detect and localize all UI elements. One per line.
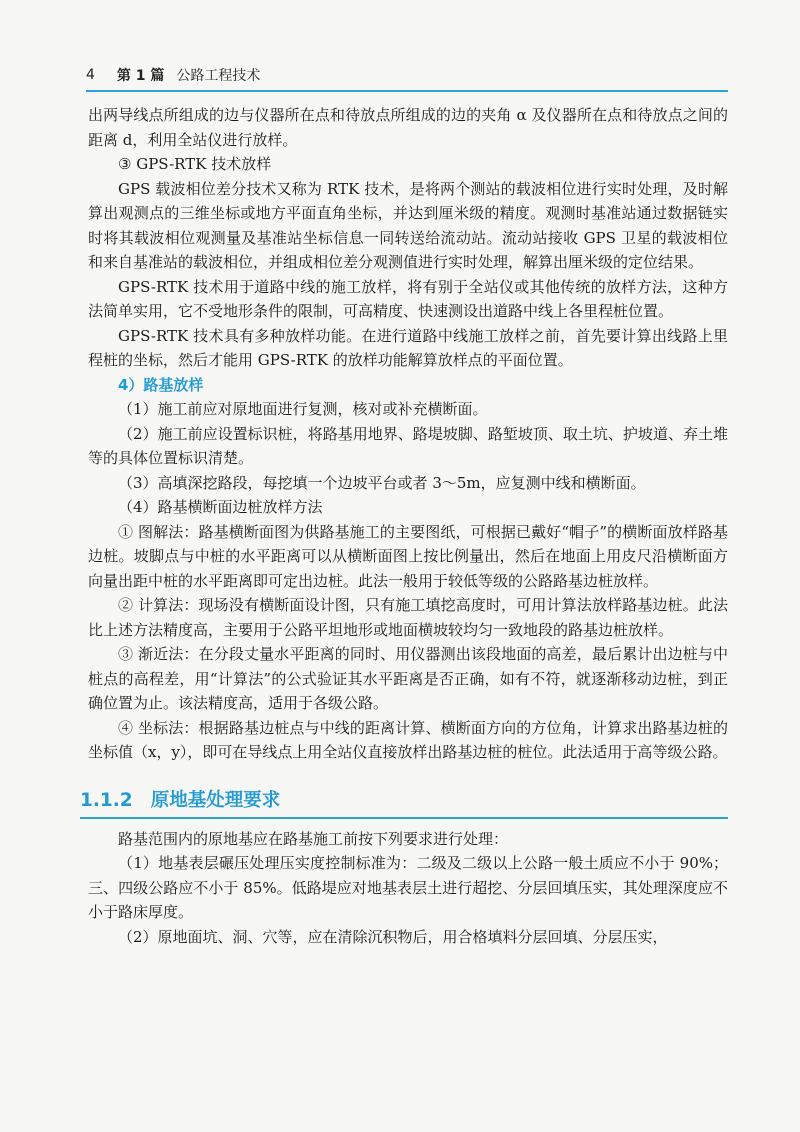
list-item: （1）施工前应对原地面进行复测，核对或补充横断面。 [118,400,488,418]
subheading-roadbed-setout: 4）路基放样 [118,375,204,394]
method-approximation: ③ 渐近法：在分段丈量水平距离的同时、用仪器测出该段地面的高差，最后累计出边桩与中桩点的高程差，用“计算法”的公式验证其水平距离是否正确，如有不符，就逐渐移动边桩，到正确位置为止。该法精度高，适用于各级公路。 [88,645,728,712]
page-number: 4 [86,67,95,83]
list-item: （3）高填深挖路段，每挖填一个边坡平台或者 3～5m，应复测中线和横断面。 [118,473,646,492]
paragraph: 路基范围内的原地基应在路基施工前按下列要求进行处理： [118,829,509,848]
method-coordinate: ④ 坐标法：根据路基边桩点与中线的距离计算、横断面方向的方位角，计算求出路基边桩的坐标值（x，y），即可在导线点上用全站仪直接放样出路基边桩的桩位。此法适用于高等级公路。 [88,718,728,761]
method-calculation: ② 计算法：现场没有横断面设计图，只有施工填挖高度时，可用计算法放样路基边桩。此法比上述方法精度高，主要用于公路平坦地形或地面横坡较均匀一致地段的路基边桩放样。 [88,596,728,639]
section-heading [80,787,728,815]
page-content [80,103,728,949]
running-title: 公路工程技术 [176,68,261,84]
section-rule [80,817,728,819]
subsection-title: ③ GPS-RTK 技术放样 [118,155,272,173]
list-item: （4）路基横断面边桩放样方法 [118,498,323,516]
list-item: （2）原地面坑、洞、穴等，应在清除沉积物后，用合格填料分层回填、分层压实， [118,927,668,946]
section-number: 1.1.2 [80,789,133,811]
paragraph: GPS-RTK 技术具有多种放样功能。在进行道路中线施工放样之前，首先要计算出线路上里程桩的坐标，然后才能用 GPS-RTK 的放样功能解算放样点的平面位置。 [88,326,728,369]
header-rule [86,90,728,92]
list-item: （2）施工前应设置标识桩，将路基用地界、路堤坡脚、路堑坡顶、取土坑、护坡道、弃土堆等的具体位置标识清楚。 [88,424,728,467]
paragraph: 出两导线点所组成的边与仪器所在点和待放点所组成的边的夹角 α 及仪器所在点和待放点之间的距离 d，利用全站仪进行放样。 [88,106,728,149]
part-label: 第 1 篇 [116,68,165,84]
paragraph: GPS-RTK 技术用于道路中线的施工放样，将有别于全站仪或其他传统的放样方法，这种方法简单实用，它不受地形条件的限制，可高精度、快速测设出道路中线上各里程桩位置。 [88,277,728,320]
list-item: （1）地基表层碾压处理压实度控制标准为：二级及二级以上公路一般土质应不小于 90%；三、四级公路应不小于 85%。低路堤应对地基表层土进行超挖、分层回填压实，其处理深度应不小于路床厚度。 [88,854,728,921]
section-title: 原地基处理要求 [150,789,281,811]
method-graphic: ① 图解法：路基横断面图为供路基施工的主要图纸，可根据已戴好“帽子”的横断面放样路基边桩。坡脚点与中桩的水平距离可以从横断面图上按比例量出，然后在地面上用皮尺沿横断面方向量出距中桩的水平距离即可定出边桩。此法一般用于较低等级的公路路基边桩放样。 [88,522,728,590]
paragraph: GPS 载波相位差分技术又称为 RTK 技术，是将两个测站的载波相位进行实时处理，及时解算出观测点的三维坐标或地方平面直角坐标，并达到厘米级的精度。观测时基准站通过数据链实时将其载波相位观测量及基准站坐标信息一同转送给流动站。流动站接收 GPS 卫星的载波相位和来自基准站的载波相位，并组成相位差分观测值进行实时处理，解算出厘米级的定位结果。 [88,179,728,271]
page-header [86,64,726,86]
